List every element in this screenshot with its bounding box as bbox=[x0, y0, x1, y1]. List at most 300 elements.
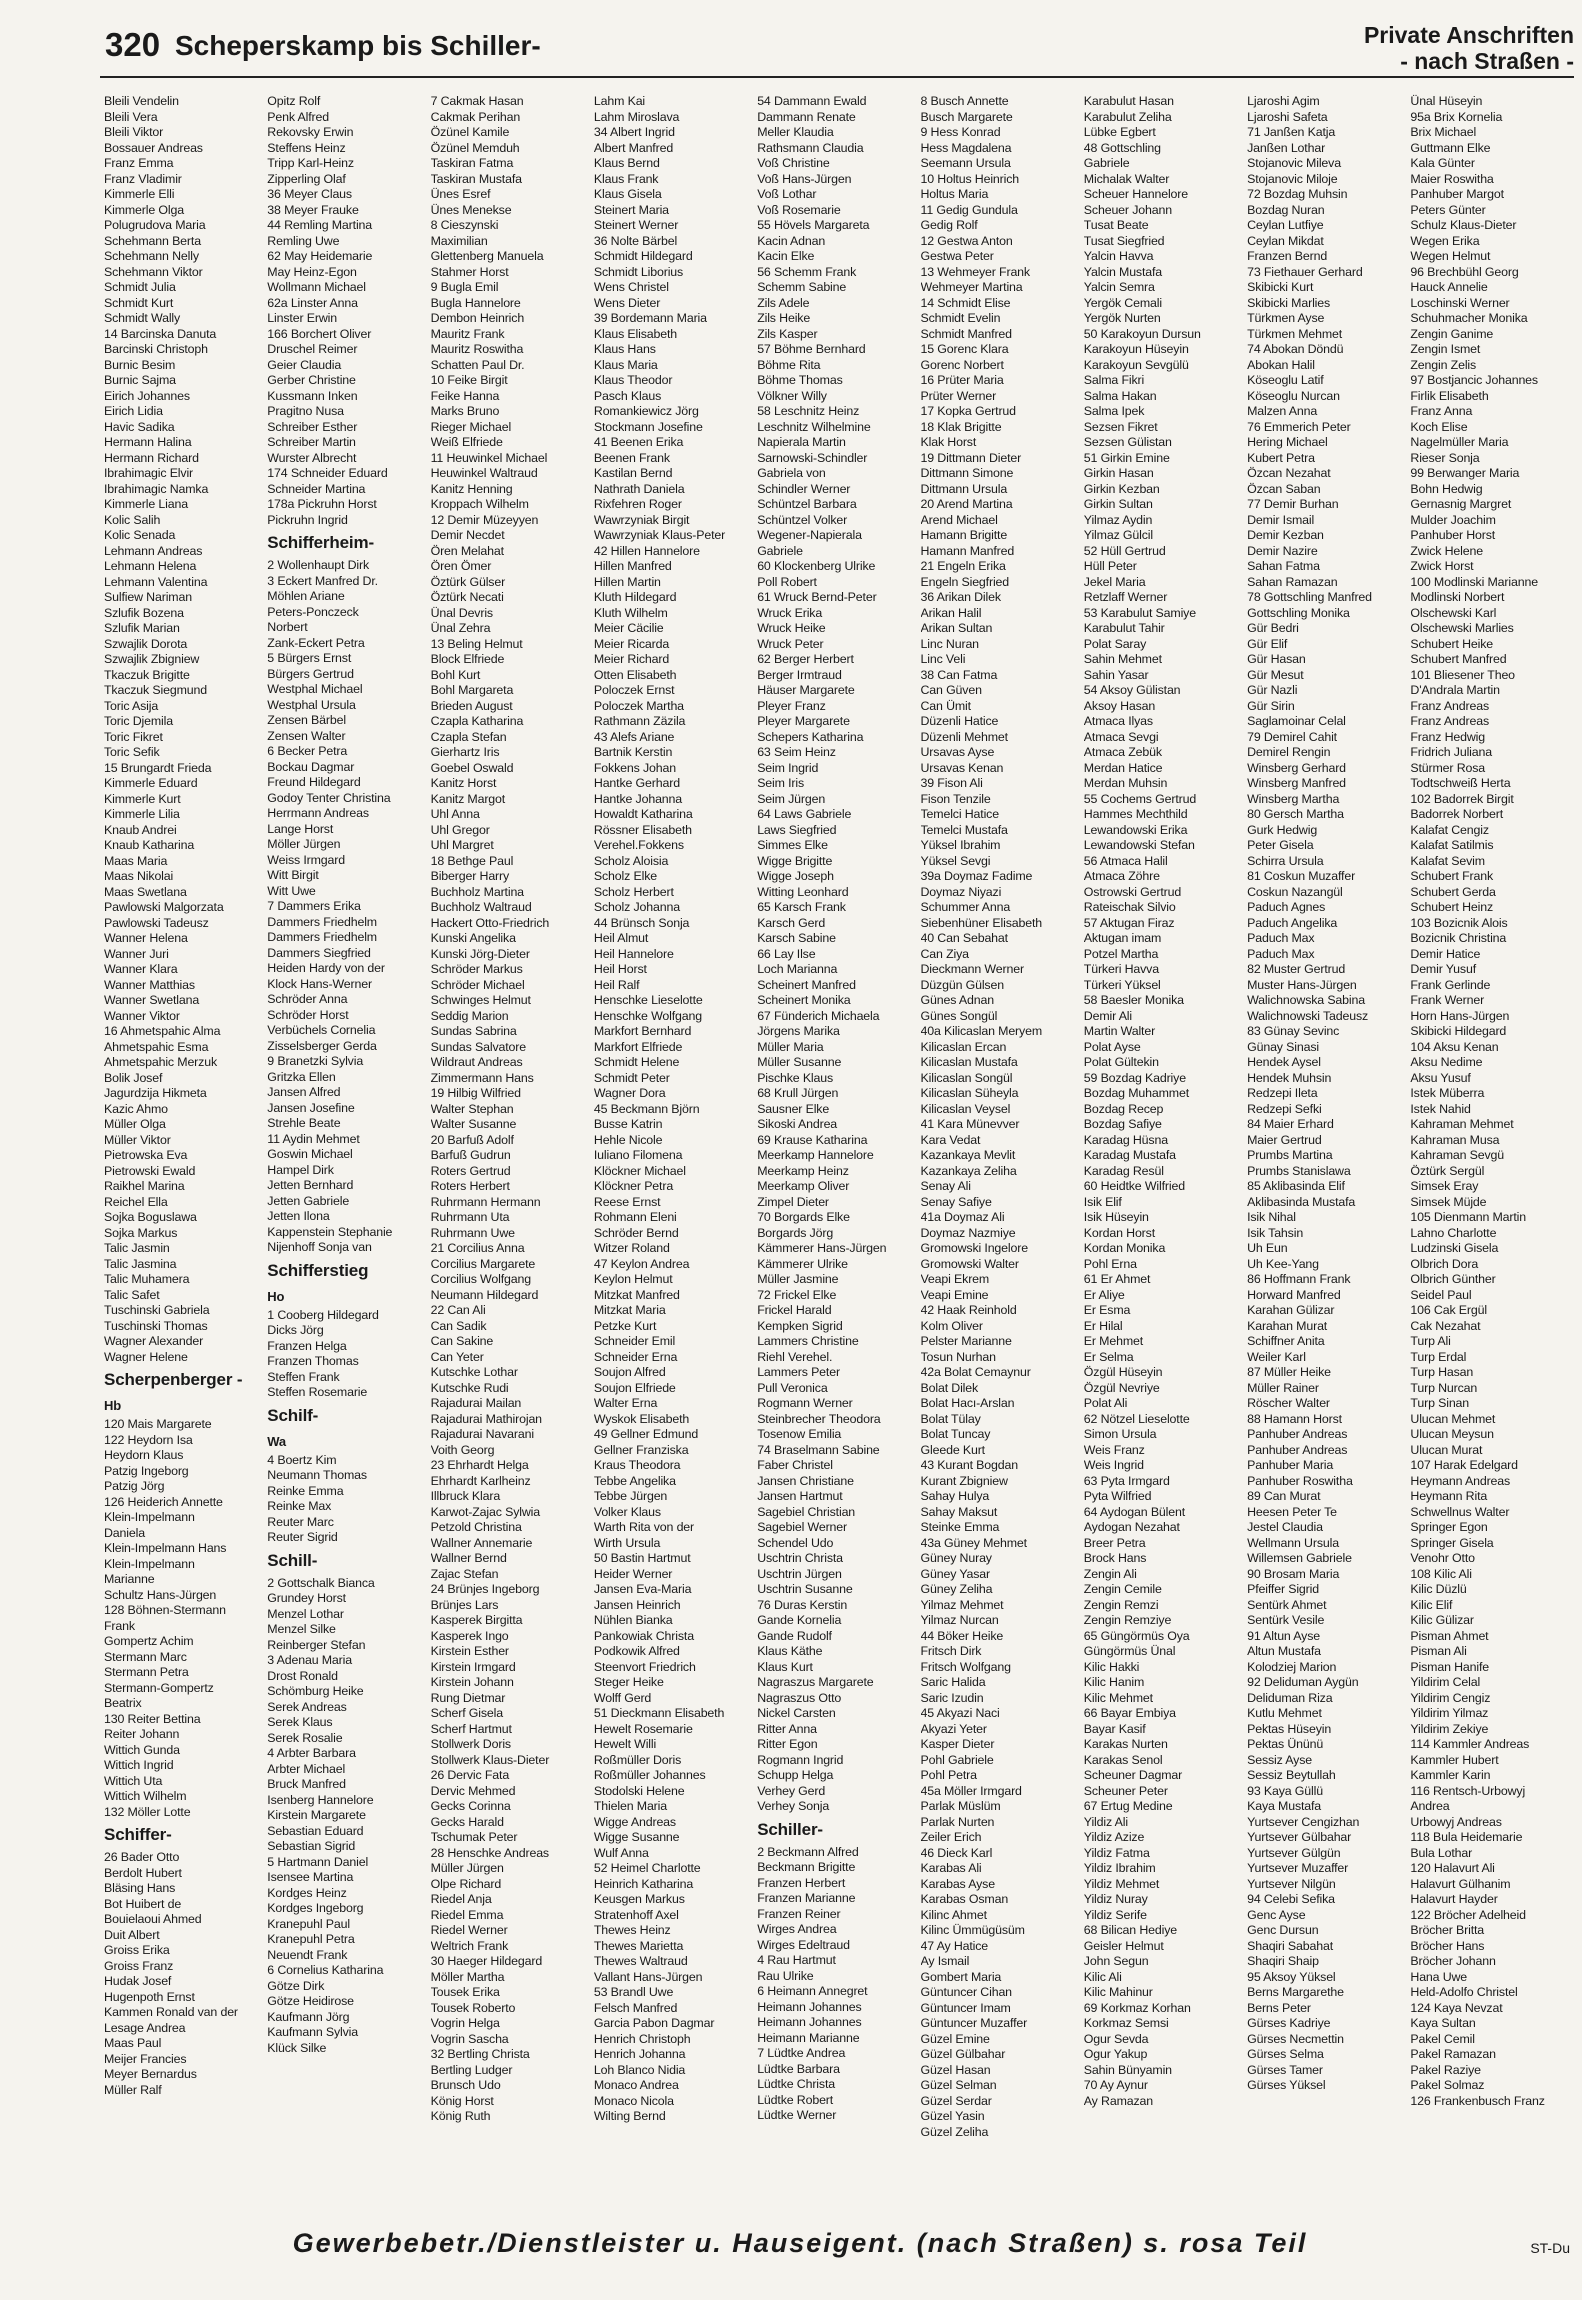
resident-entry: 5 Bürgers Ernst bbox=[267, 651, 352, 665]
resident-entry: Ursavas Ayse bbox=[920, 745, 995, 759]
resident-entry: 61 Wruck Bernd-Peter bbox=[757, 590, 877, 604]
resident-entry: Jekel Maria bbox=[1083, 574, 1146, 589]
resident-entry: Kilicaslan Songül bbox=[920, 1070, 1013, 1085]
resident-entry: Goebel Oswald bbox=[430, 760, 514, 775]
resident-entry: Corcilius Margarete bbox=[430, 1256, 536, 1271]
resident-entry: Romankiewicz Jörg bbox=[593, 404, 699, 418]
resident-entry: Leschnitz Wilhelmine bbox=[757, 419, 871, 434]
resident-entry: Franz Andreas bbox=[1410, 714, 1490, 728]
resident-entry: Kimmerle Kurt bbox=[104, 791, 181, 806]
resident-entry: Sojka Markus bbox=[104, 1225, 178, 1240]
resident-entry: Schmidt Liborius bbox=[593, 264, 684, 279]
resident-entry: Monaco Andrea bbox=[593, 2078, 679, 2092]
resident-entry: Jetten Ilona bbox=[267, 1209, 330, 1223]
resident-entry: Ogur Yakup bbox=[1083, 2047, 1148, 2061]
resident-entry: 86 Hoffmann Frank bbox=[1247, 1272, 1351, 1286]
resident-entry: Kilic Mehmet bbox=[1083, 1690, 1153, 1705]
resident-entry: Rung Dietmar bbox=[430, 1690, 506, 1705]
resident-entry: Feike Hanna bbox=[430, 388, 500, 403]
resident-entry: Yildirim Zekiye bbox=[1410, 1721, 1489, 1736]
resident-entry: Zensen Walter bbox=[267, 728, 346, 743]
resident-entry: Güntuncer Muzaffer bbox=[920, 2016, 1028, 2030]
resident-entry: Heuwinkel Waltraud bbox=[430, 466, 538, 480]
resident-entry: Schubert Frank bbox=[1410, 869, 1493, 883]
resident-entry: 84 Maier Erhard bbox=[1247, 1117, 1334, 1131]
resident-entry: Bolik Josef bbox=[104, 1070, 163, 1085]
resident-entry: Maas Paul bbox=[104, 2036, 162, 2050]
resident-entry: Schwellnus Walter bbox=[1410, 1504, 1510, 1519]
resident-entry: Heil Horst bbox=[593, 962, 647, 976]
resident-entry: Thielen Maria bbox=[593, 1799, 668, 1813]
resident-entry: Pakel Raziye bbox=[1410, 2062, 1481, 2077]
resident-entry: 56 Atmaca Halil bbox=[1083, 853, 1168, 868]
resident-entry: 74 Braselmann Sabine bbox=[757, 1442, 880, 1457]
resident-entry: 7 Cakmak Hasan bbox=[430, 94, 524, 108]
resident-entry: Scholz Herbert bbox=[593, 884, 674, 899]
resident-entry: Andrea bbox=[1410, 1799, 1450, 1813]
resident-entry: Paduch Max bbox=[1247, 946, 1315, 961]
resident-entry: 11 Aydin Mehmet bbox=[267, 1131, 360, 1146]
resident-entry: Kasperek Ingo bbox=[430, 1628, 509, 1643]
resident-entry: 18 Klak Brigitte bbox=[920, 419, 1002, 434]
resident-entry: Yildirim Cengiz bbox=[1410, 1690, 1491, 1705]
resident-entry: 45a Möller Irmgard bbox=[920, 1783, 1022, 1798]
resident-entry: 62 May Heidemarie bbox=[267, 249, 373, 263]
resident-entry: Ludzinski Gisela bbox=[1410, 1241, 1499, 1255]
resident-entry: Karakas Nurten bbox=[1083, 1737, 1168, 1751]
resident-entry: Dittmann Simone bbox=[920, 466, 1014, 480]
resident-entry: Heimann Johannes bbox=[757, 2015, 862, 2029]
resident-entry: 60 Klockenberg Ulrike bbox=[757, 559, 876, 573]
resident-entry: Petzke Kurt bbox=[593, 1318, 657, 1333]
resident-entry: Fritsch Wolfgang bbox=[920, 1659, 1011, 1674]
resident-entry: 78 Gottschling Manfred bbox=[1247, 590, 1372, 604]
resident-entry: Bozdag Recep bbox=[1083, 1101, 1164, 1116]
resident-entry: Panhuber Andreas bbox=[1247, 1442, 1348, 1457]
resident-entry: 69 Krause Katharina bbox=[757, 1132, 868, 1147]
resident-entry: 48 Gottschling bbox=[1083, 140, 1161, 155]
resident-entry: Horn Hans-Jürgen bbox=[1410, 1008, 1510, 1023]
resident-entry: Stahmer Horst bbox=[430, 264, 509, 279]
resident-entry: Günes Songül bbox=[920, 1008, 998, 1023]
resident-entry: 14 Schmidt Elise bbox=[920, 295, 1011, 310]
resident-entry: Müller Rainer bbox=[1247, 1380, 1319, 1395]
resident-entry: Günay Sinasi bbox=[1247, 1039, 1319, 1054]
resident-entry: Reinke Emma bbox=[267, 1483, 344, 1498]
resident-entry: 24 Brünjes Ingeborg bbox=[430, 1582, 540, 1596]
resident-entry: Öztürk Gülser bbox=[430, 574, 506, 589]
resident-entry: Paduch Agnes bbox=[1247, 900, 1326, 914]
resident-entry: Müller Viktor bbox=[104, 1132, 171, 1147]
resident-entry: Neumann Hildegard bbox=[430, 1287, 539, 1302]
resident-entry: Schmidt Helene bbox=[593, 1055, 680, 1069]
resident-entry: 104 Aksu Kenan bbox=[1410, 1039, 1499, 1054]
resident-entry: Tuschinski Thomas bbox=[104, 1318, 208, 1333]
resident-entry: Franzen Reiner bbox=[757, 1906, 841, 1921]
resident-entry: Reuter Sigrid bbox=[267, 1530, 338, 1544]
resident-entry: Jetten Bernhard bbox=[267, 1178, 354, 1192]
resident-entry: Pietrowski Ewald bbox=[104, 1163, 196, 1178]
resident-entry: Szlufik Marian bbox=[104, 621, 180, 635]
resident-entry: Willemsen Gabriele bbox=[1247, 1551, 1352, 1565]
resident-entry: Meijer Francies bbox=[104, 2051, 187, 2066]
resident-entry: Henschke Lieselotte bbox=[593, 993, 703, 1007]
street-heading: Schilf- bbox=[267, 1405, 319, 1425]
resident-entry: Badorrek Norbert bbox=[1410, 807, 1504, 821]
resident-entry: Ay Ramazan bbox=[1083, 2093, 1154, 2108]
resident-entry: Grundey Horst bbox=[267, 1591, 346, 1605]
resident-entry: Steger Heike bbox=[593, 1675, 664, 1689]
resident-entry: 7 Lüdtke Andrea bbox=[757, 2046, 846, 2060]
resident-entry: Yurtsever Muzaffer bbox=[1247, 1861, 1349, 1875]
resident-entry: Schendel Udo bbox=[757, 1535, 834, 1550]
resident-entry: Keylon Helmut bbox=[593, 1272, 673, 1286]
resident-entry: Heil Ralf bbox=[593, 977, 640, 992]
resident-entry: Urbowyj Andreas bbox=[1410, 1814, 1502, 1829]
resident-entry: Redzepi Ileta bbox=[1247, 1086, 1318, 1100]
resident-entry: Karadag Resül bbox=[1083, 1163, 1164, 1178]
resident-entry: Böhme Thomas bbox=[757, 373, 843, 387]
resident-entry: Todtschweiß Herta bbox=[1410, 776, 1511, 790]
resident-entry: Röscher Walter bbox=[1247, 1396, 1330, 1410]
resident-entry: Loschinski Werner bbox=[1410, 295, 1510, 310]
resident-entry: Neumann Thomas bbox=[267, 1468, 367, 1482]
resident-entry: Er Mehmet bbox=[1083, 1334, 1144, 1348]
resident-entry: 41 Kara Münevver bbox=[920, 1117, 1020, 1131]
resident-entry: Schiffner Anita bbox=[1247, 1334, 1325, 1348]
resident-entry: Pawlowski Tadeusz bbox=[104, 915, 209, 930]
resident-entry: Polat Gültekin bbox=[1083, 1055, 1159, 1069]
resident-entry: Markfort Elfriede bbox=[593, 1039, 683, 1054]
resident-entry: Linc Veli bbox=[920, 652, 966, 666]
resident-entry: Dammann Renate bbox=[757, 109, 856, 124]
resident-entry: Düzgün Gülsen bbox=[920, 977, 1004, 992]
section-heading-line2: - nach Straßen - bbox=[1400, 48, 1574, 74]
resident-entry: 126 Frankenbusch Franz bbox=[1410, 2093, 1545, 2108]
resident-entry: 8 Busch Annette bbox=[920, 94, 1009, 108]
resident-entry: Müller Jürgen bbox=[430, 1861, 504, 1875]
resident-entry: Wens Christel bbox=[593, 280, 669, 294]
resident-entry: Özünel Kamile bbox=[430, 125, 510, 139]
section-heading bbox=[1364, 22, 1574, 74]
resident-entry: Gecks Harald bbox=[430, 1814, 504, 1829]
resident-entry: Olbrich Dora bbox=[1410, 1256, 1479, 1271]
resident-entry: Schröder Bernd bbox=[593, 1225, 679, 1240]
resident-entry: Uh Kee-Yang bbox=[1247, 1256, 1319, 1271]
resident-entry: Ay Ismail bbox=[920, 1954, 970, 1968]
street-heading: Schiller- bbox=[757, 1819, 823, 1839]
resident-entry: Glettenberg Manuela bbox=[430, 249, 544, 263]
resident-entry: 91 Altun Ayse bbox=[1247, 1628, 1321, 1643]
resident-entry: Schummer Anna bbox=[920, 900, 1011, 914]
resident-entry: Kanitz Horst bbox=[430, 776, 497, 790]
resident-entry: Lehmann Helena bbox=[104, 559, 197, 573]
resident-entry: 20 Barfuß Adolf bbox=[430, 1132, 514, 1147]
resident-entry: Gür Mesut bbox=[1247, 667, 1304, 682]
resident-entry: 16 Ahmetspahic Alma bbox=[104, 1024, 221, 1038]
resident-entry: Ostrowski Gertrud bbox=[1083, 884, 1182, 899]
resident-entry: Schepers Katharina bbox=[757, 729, 864, 744]
resident-entry: 6 Becker Petra bbox=[267, 744, 348, 758]
resident-entry: Veapi Emine bbox=[920, 1287, 989, 1302]
resident-entry: Wyskok Elisabeth bbox=[593, 1411, 690, 1426]
resident-entry: Tuschinski Gabriela bbox=[104, 1303, 210, 1317]
resident-entry: Toric Asija bbox=[104, 698, 159, 713]
resident-entry: Kaufmann Sylvia bbox=[267, 2025, 359, 2039]
resident-entry: Hugenpoth Ernst bbox=[104, 1989, 195, 2004]
resident-entry: 39a Doymaz Fadime bbox=[920, 869, 1033, 883]
resident-entry: Wallner Annemarie bbox=[430, 1535, 533, 1550]
resident-entry: Uh Eun bbox=[1247, 1241, 1288, 1255]
resident-entry: Klock Hans-Werner bbox=[267, 976, 372, 991]
resident-entry: Serek Andreas bbox=[267, 1699, 347, 1714]
resident-entry: Linc Nuran bbox=[920, 636, 979, 651]
resident-entry: Sahin Mehmet bbox=[1083, 652, 1162, 666]
resident-entry: Laws Siegfried bbox=[757, 822, 837, 837]
resident-entry: Steinke Emma bbox=[920, 1520, 1000, 1534]
resident-entry: Talic Jasmina bbox=[104, 1256, 177, 1271]
resident-entry: Dammers Friedhelm bbox=[267, 930, 377, 944]
resident-entry: Parlak Müslüm bbox=[920, 1799, 1001, 1813]
resident-entry: Lahm Kai bbox=[593, 94, 646, 108]
resident-entry: Brieden August bbox=[430, 698, 513, 713]
resident-entry: Sebastian Sigrid bbox=[267, 1839, 356, 1853]
resident-entry: Stodolski Helene bbox=[593, 1783, 685, 1798]
directory-columns bbox=[104, 94, 1574, 2180]
resident-entry: Klaus Maria bbox=[593, 357, 658, 372]
resident-entry: Schröder Markus bbox=[430, 962, 523, 976]
resident-entry: Seim Jürgen bbox=[757, 791, 826, 806]
resident-entry: Scheuner Dagmar bbox=[1083, 1768, 1183, 1782]
resident-entry: Voß Rosemarie bbox=[757, 202, 841, 217]
resident-entry: Wanner Swetlana bbox=[104, 993, 200, 1007]
resident-entry: Springer Egon bbox=[1410, 1520, 1488, 1534]
resident-entry: Gabriele bbox=[757, 543, 803, 558]
resident-entry: 80 Gersch Martha bbox=[1247, 807, 1344, 821]
resident-entry: Busse Katrin bbox=[593, 1117, 663, 1131]
resident-entry: Scholz Aloisia bbox=[593, 853, 669, 868]
resident-entry: Turp Erdal bbox=[1410, 1349, 1467, 1364]
resident-entry: 62 Berger Herbert bbox=[757, 652, 854, 666]
resident-entry: Ünal Hüseyin bbox=[1410, 94, 1483, 108]
resident-entry: Hillen Manfred bbox=[593, 559, 672, 573]
resident-entry: Gür Hasan bbox=[1247, 652, 1306, 666]
resident-entry: Özgül Nevriye bbox=[1083, 1380, 1160, 1395]
resident-entry: Demirel Rengin bbox=[1247, 745, 1331, 759]
resident-entry: Cakmak Perihan bbox=[430, 109, 521, 124]
resident-entry: Kasperek Birgitta bbox=[430, 1613, 523, 1627]
resident-entry: Schultz Hans-Jürgen bbox=[104, 1587, 217, 1602]
resident-entry: Ünal Zehra bbox=[430, 621, 491, 635]
resident-entry: Wollmann Michael bbox=[267, 280, 366, 294]
resident-entry: Arikan Sultan bbox=[920, 621, 993, 635]
resident-entry: Güzel Gülbahar bbox=[920, 2047, 1006, 2061]
resident-entry: Scherf Gisela bbox=[430, 1706, 504, 1720]
resident-entry: Kirstein Johann bbox=[430, 1675, 514, 1689]
resident-entry: 43a Güney Mehmet bbox=[920, 1535, 1027, 1550]
resident-entry: Remling Uwe bbox=[267, 233, 340, 248]
resident-entry: Karadag Hüsna bbox=[1083, 1132, 1168, 1147]
resident-entry: 49 Gellner Edmund bbox=[593, 1427, 699, 1441]
resident-entry: 118 Bula Heidemarie bbox=[1410, 1830, 1523, 1844]
resident-entry: Kalafat Cengiz bbox=[1410, 822, 1489, 837]
resident-entry: Häuser Margarete bbox=[757, 683, 855, 697]
resident-entry: 39 Fison Ali bbox=[920, 776, 983, 790]
resident-entry: Scheinert Manfred bbox=[757, 977, 856, 992]
resident-entry: Olbrich Günther bbox=[1410, 1272, 1496, 1286]
resident-entry: Kammler Hubert bbox=[1410, 1752, 1499, 1767]
resident-entry: Sikoski Andrea bbox=[757, 1117, 838, 1131]
resident-entry: Ritter Egon bbox=[757, 1737, 818, 1751]
resident-entry: Bläsing Hans bbox=[104, 1881, 176, 1895]
resident-entry: Simsek Müjde bbox=[1410, 1194, 1487, 1209]
resident-entry: 116 Rentsch-Urbowyj bbox=[1410, 1783, 1526, 1798]
resident-entry: 32 Bertling Christa bbox=[430, 2047, 530, 2061]
resident-entry: Gottschling Monika bbox=[1247, 605, 1350, 620]
resident-entry: Schüntzel Volker bbox=[757, 512, 848, 527]
resident-entry: Müller Maria bbox=[757, 1039, 824, 1054]
resident-entry: Fritsch Dirk bbox=[920, 1644, 982, 1658]
resident-entry: Stojanovic Mileva bbox=[1247, 156, 1341, 170]
resident-entry: Block Elfriede bbox=[430, 652, 505, 666]
resident-entry: Loh Blanco Nidia bbox=[593, 2062, 686, 2077]
resident-entry: Arend Michael bbox=[920, 512, 998, 527]
resident-entry: Witt Birgit bbox=[267, 868, 319, 882]
resident-entry: 5 Hartmann Daniel bbox=[267, 1854, 369, 1869]
resident-entry: 30 Haeger Hildegard bbox=[430, 1954, 543, 1968]
resident-entry: Hauck Annelie bbox=[1410, 280, 1488, 294]
resident-entry: Winsberg Gerhard bbox=[1247, 760, 1346, 775]
resident-entry: 38 Meyer Frauke bbox=[267, 202, 359, 217]
resident-entry: 4 Rau Hartmut bbox=[757, 1953, 836, 1967]
resident-entry: Gür Elif bbox=[1247, 636, 1288, 651]
resident-entry: Bertling Ludger bbox=[430, 2062, 513, 2077]
resident-entry: Menzel Silke bbox=[267, 1622, 336, 1636]
resident-entry: Pawlowski Malgorzata bbox=[104, 900, 224, 914]
resident-entry: Pelster Marianne bbox=[920, 1334, 1012, 1348]
resident-entry: Venohr Otto bbox=[1410, 1551, 1475, 1565]
resident-entry: Herrmann Andreas bbox=[267, 806, 369, 820]
resident-entry: Müller Ralf bbox=[104, 2082, 162, 2097]
resident-entry: Pakel Ramazan bbox=[1410, 2047, 1496, 2061]
resident-entry: Ogur Sevda bbox=[1083, 2031, 1149, 2046]
resident-entry: 17 Kopka Gertrud bbox=[920, 404, 1016, 418]
resident-entry: 61 Er Ahmet bbox=[1083, 1272, 1151, 1286]
resident-entry: Zwick Horst bbox=[1410, 559, 1474, 573]
resident-entry: Kolm Oliver bbox=[920, 1318, 983, 1333]
resident-entry: Kroppach Wilhelm bbox=[430, 497, 529, 511]
resident-entry: Kilic Mahinur bbox=[1083, 1985, 1153, 1999]
resident-entry: Rekovsky Erwin bbox=[267, 125, 354, 139]
resident-entry: Bayar Kasif bbox=[1083, 1721, 1146, 1736]
resident-entry: 42a Bolat Cemaynur bbox=[920, 1365, 1031, 1379]
resident-entry: Meier Cäcilie bbox=[593, 621, 664, 635]
resident-entry: 95a Brix Kornelia bbox=[1410, 109, 1503, 124]
resident-entry: Karakoyun Sevgülü bbox=[1083, 357, 1189, 372]
resident-entry: Redzepi Sefki bbox=[1247, 1101, 1322, 1116]
resident-entry: Meerkamp Hannelore bbox=[757, 1148, 874, 1162]
street-heading: Schifferheim- bbox=[267, 533, 374, 552]
resident-entry: Zengin Remzi bbox=[1083, 1597, 1159, 1612]
resident-entry: Parlak Nurten bbox=[920, 1814, 995, 1829]
resident-entry: 54 Dammann Ewald bbox=[757, 94, 867, 108]
resident-entry: 82 Muster Gertrud bbox=[1247, 962, 1346, 976]
resident-entry: Hamann Manfred bbox=[920, 543, 1015, 558]
resident-entry: Yildirim Celal bbox=[1410, 1675, 1481, 1689]
resident-entry: 58 Leschnitz Heinz bbox=[757, 404, 860, 418]
resident-entry: Wellmann Ursula bbox=[1247, 1535, 1339, 1550]
resident-entry: 19 Dittmann Dieter bbox=[920, 450, 1022, 465]
resident-entry: Schmidt Kurt bbox=[104, 295, 174, 310]
resident-entry: Gellner Franziska bbox=[593, 1442, 689, 1457]
resident-entry: Patzig Jörg bbox=[104, 1479, 165, 1493]
resident-entry: Franz Emma bbox=[104, 156, 174, 170]
resident-entry: Uschtrin Christa bbox=[757, 1551, 843, 1565]
resident-entry: Bozdag Muhammet bbox=[1083, 1086, 1189, 1100]
resident-entry: Sundas Sabrina bbox=[430, 1024, 517, 1038]
resident-entry: Muster Hans-Jürgen bbox=[1247, 977, 1357, 992]
resident-entry: 100 Modlinski Marianne bbox=[1410, 574, 1538, 589]
resident-entry: 36 Nolte Bärbel bbox=[593, 233, 678, 248]
resident-entry: Neuendt Frank bbox=[267, 1947, 348, 1962]
resident-entry: Roters Herbert bbox=[430, 1179, 510, 1193]
resident-entry: Klöckner Michael bbox=[593, 1163, 686, 1178]
resident-entry: Opitz Rolf bbox=[267, 94, 321, 108]
resident-entry: Turp Nurcan bbox=[1410, 1380, 1478, 1395]
resident-entry: Klück Silke bbox=[267, 2040, 327, 2055]
resident-entry: Panhuber Maria bbox=[1247, 1458, 1334, 1472]
resident-entry: Genc Dursun bbox=[1247, 1923, 1319, 1937]
resident-entry: Franz Andreas bbox=[1410, 698, 1490, 713]
resident-entry: Pisman Hanife bbox=[1410, 1659, 1490, 1674]
resident-entry: Tosun Nurhan bbox=[920, 1349, 996, 1364]
resident-entry: Norbert bbox=[267, 620, 308, 634]
resident-entry: Toric Fikret bbox=[104, 729, 163, 744]
resident-entry: Maas Maria bbox=[104, 853, 168, 868]
resident-entry: Heymann Rita bbox=[1410, 1489, 1488, 1503]
resident-entry: Hess Magdalena bbox=[920, 140, 1012, 155]
resident-entry: Kazic Ahmo bbox=[104, 1101, 168, 1116]
resident-entry: Pisman Ahmet bbox=[1410, 1628, 1489, 1643]
resident-entry: 45 Beckmann Björn bbox=[593, 1101, 700, 1116]
resident-entry: Akyazi Yeter bbox=[920, 1721, 987, 1736]
resident-entry: Kilicaslan Süheyla bbox=[920, 1086, 1019, 1100]
resident-entry: 43 Kurant Bogdan bbox=[920, 1458, 1018, 1472]
resident-entry: Klaus Theodor bbox=[593, 373, 673, 387]
resident-entry: Karsch Gerd bbox=[757, 915, 826, 930]
resident-entry: Maximilian bbox=[430, 233, 488, 248]
resident-entry: Lahno Charlotte bbox=[1410, 1225, 1497, 1240]
resident-entry: Berdolt Hubert bbox=[104, 1865, 182, 1880]
resident-entry: Heiden Hardy von der bbox=[267, 961, 385, 975]
resident-entry: Winsberg Martha bbox=[1247, 791, 1340, 806]
resident-entry: Kussmann Inken bbox=[267, 388, 358, 403]
resident-entry: 53 Brandl Uwe bbox=[593, 1985, 674, 1999]
resident-entry: 12 Demir Müzeyyen bbox=[430, 512, 539, 527]
resident-entry: Senay Ali bbox=[920, 1179, 971, 1193]
resident-entry: Ceylan Lutfiye bbox=[1247, 218, 1324, 232]
resident-entry: Rathsmann Claudia bbox=[757, 140, 864, 155]
resident-entry: Pietrowska Eva bbox=[104, 1148, 188, 1162]
resident-entry: Wigge Andreas bbox=[593, 1814, 676, 1829]
resident-entry: Groiss Erika bbox=[104, 1943, 170, 1957]
resident-entry: 66 Lay Ilse bbox=[757, 946, 816, 961]
resident-entry: 6 Cornelius Katharina bbox=[267, 1963, 384, 1977]
resident-entry: Kahraman Sevgü bbox=[1410, 1148, 1505, 1162]
resident-entry: Stollwerk Klaus-Dieter bbox=[430, 1752, 550, 1767]
resident-entry: Tebbe Angelika bbox=[593, 1473, 676, 1488]
resident-entry: Zils Heike bbox=[757, 311, 811, 325]
